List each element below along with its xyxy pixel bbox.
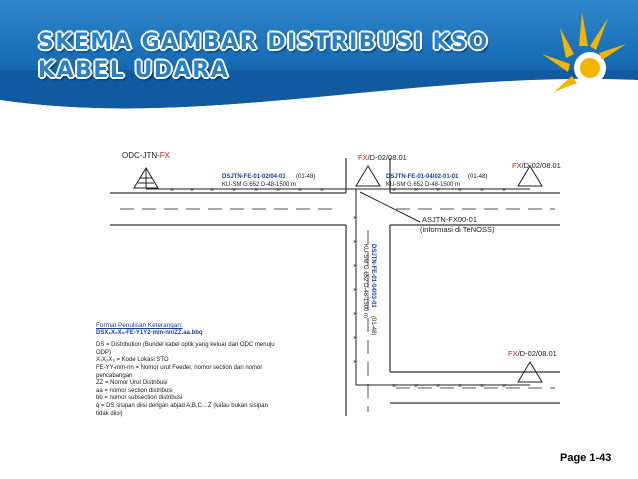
closure-note: (informasi di TeNOSS) <box>420 225 495 234</box>
legend-format: DSX₁X₂X₃-FE-Y1Y2-mm-nn/ZZ.aa.bbq <box>96 329 203 336</box>
legend-block <box>96 322 338 418</box>
legend-line: q = DS sisipan diisi dengan abjad A,B,C…Z (kalau bukan sisipan <box>96 402 268 409</box>
svg-text:×: × <box>353 311 358 318</box>
feeder-right-range: (01-48) <box>468 174 488 180</box>
svg-text:×: × <box>392 187 397 194</box>
legend-line: bb = nomor subsection distribusi <box>96 395 183 402</box>
page-number: Page 1-43 <box>560 452 612 464</box>
svg-text:×: × <box>210 187 215 194</box>
page-title-line1: SKEMA GAMBAR DISTRIBUSI KSO <box>38 30 489 55</box>
feeder-left-code: DSJTN-FE-01-02/04-01 <box>222 174 286 180</box>
svg-text:×: × <box>353 239 358 246</box>
closure-callout-line <box>360 192 420 222</box>
closure-label: ASJTN-FX00-01 <box>422 215 478 224</box>
svg-text:×: × <box>190 187 195 194</box>
svg-text:×: × <box>276 187 281 194</box>
svg-text:×: × <box>414 187 419 194</box>
feeder-right-spec: KU-SM G.652 D-48-1500 m <box>386 182 461 188</box>
svg-text:×: × <box>254 187 259 194</box>
svg-text:×: × <box>320 187 325 194</box>
svg-text:×: × <box>353 335 358 342</box>
svg-text:×: × <box>414 383 419 390</box>
legend-line: FE-YY-mm-nn = Nomor urut Feeder, nomor section dan nomor <box>96 364 263 371</box>
vertical-cable-label <box>362 244 376 335</box>
odc-label: ODC-JTN-FX <box>122 151 171 160</box>
legend-line: DS = Distribution (Bundel kabel optik yang keluar dari ODC menuju <box>96 342 275 349</box>
vertical-cable-range: (01-48) <box>370 316 376 336</box>
svg-text:×: × <box>392 383 397 390</box>
svg-text:×: × <box>480 383 485 390</box>
svg-text:×: × <box>480 187 485 194</box>
legend-line: X₁X₂X₃ = Kode Lokasi STO <box>96 357 169 364</box>
svg-text:×: × <box>353 215 358 222</box>
legend-line: ODP) <box>96 349 111 356</box>
svg-text:×: × <box>458 187 463 194</box>
legend-line: pencabangan <box>96 372 133 379</box>
odp-bottom-right-label: FX/D-02/08.01 <box>508 349 557 358</box>
legend-line: aa = nomor section distribusi <box>96 387 173 394</box>
odc-cabinet-icon <box>134 168 158 188</box>
svg-text:×: × <box>502 187 507 194</box>
svg-text:×: × <box>353 263 358 270</box>
legend-title: Format Penulisan Keterangan: <box>96 322 183 329</box>
svg-text:×: × <box>436 383 441 390</box>
vertical-cable-code: DSJTN-FE-01-04/03-01 <box>370 244 376 308</box>
svg-text:×: × <box>170 187 175 194</box>
odp-top-left-label: FX/D-02/08.01 <box>358 153 407 162</box>
svg-text:×: × <box>436 187 441 194</box>
legend-line: tidak diisi) <box>96 410 123 417</box>
feeder-right-code: DSJTN-FE-01-04/02-01-01 <box>386 174 459 180</box>
legend-line: ZZ = Nomor Urut Distribusi <box>96 380 168 387</box>
svg-text:×: × <box>353 287 358 294</box>
svg-text:×: × <box>458 383 463 390</box>
feeder-left-spec: KU-SM G.652 D-48-1500 m <box>222 182 297 188</box>
odp-top-right-label: FX/D-02/08.01 <box>512 161 561 170</box>
page-title-line2: KABEL UDARA <box>38 58 230 83</box>
svg-text:×: × <box>353 359 358 366</box>
svg-text:×: × <box>232 187 237 194</box>
vertical-cable-spec: KU-SM G.652 D-48-1500 m <box>362 244 368 319</box>
odp-top-left-icon <box>356 166 380 186</box>
svg-text:×: × <box>298 187 303 194</box>
svg-text:×: × <box>502 383 507 390</box>
feeder-left-range: (01-48) <box>296 174 316 180</box>
